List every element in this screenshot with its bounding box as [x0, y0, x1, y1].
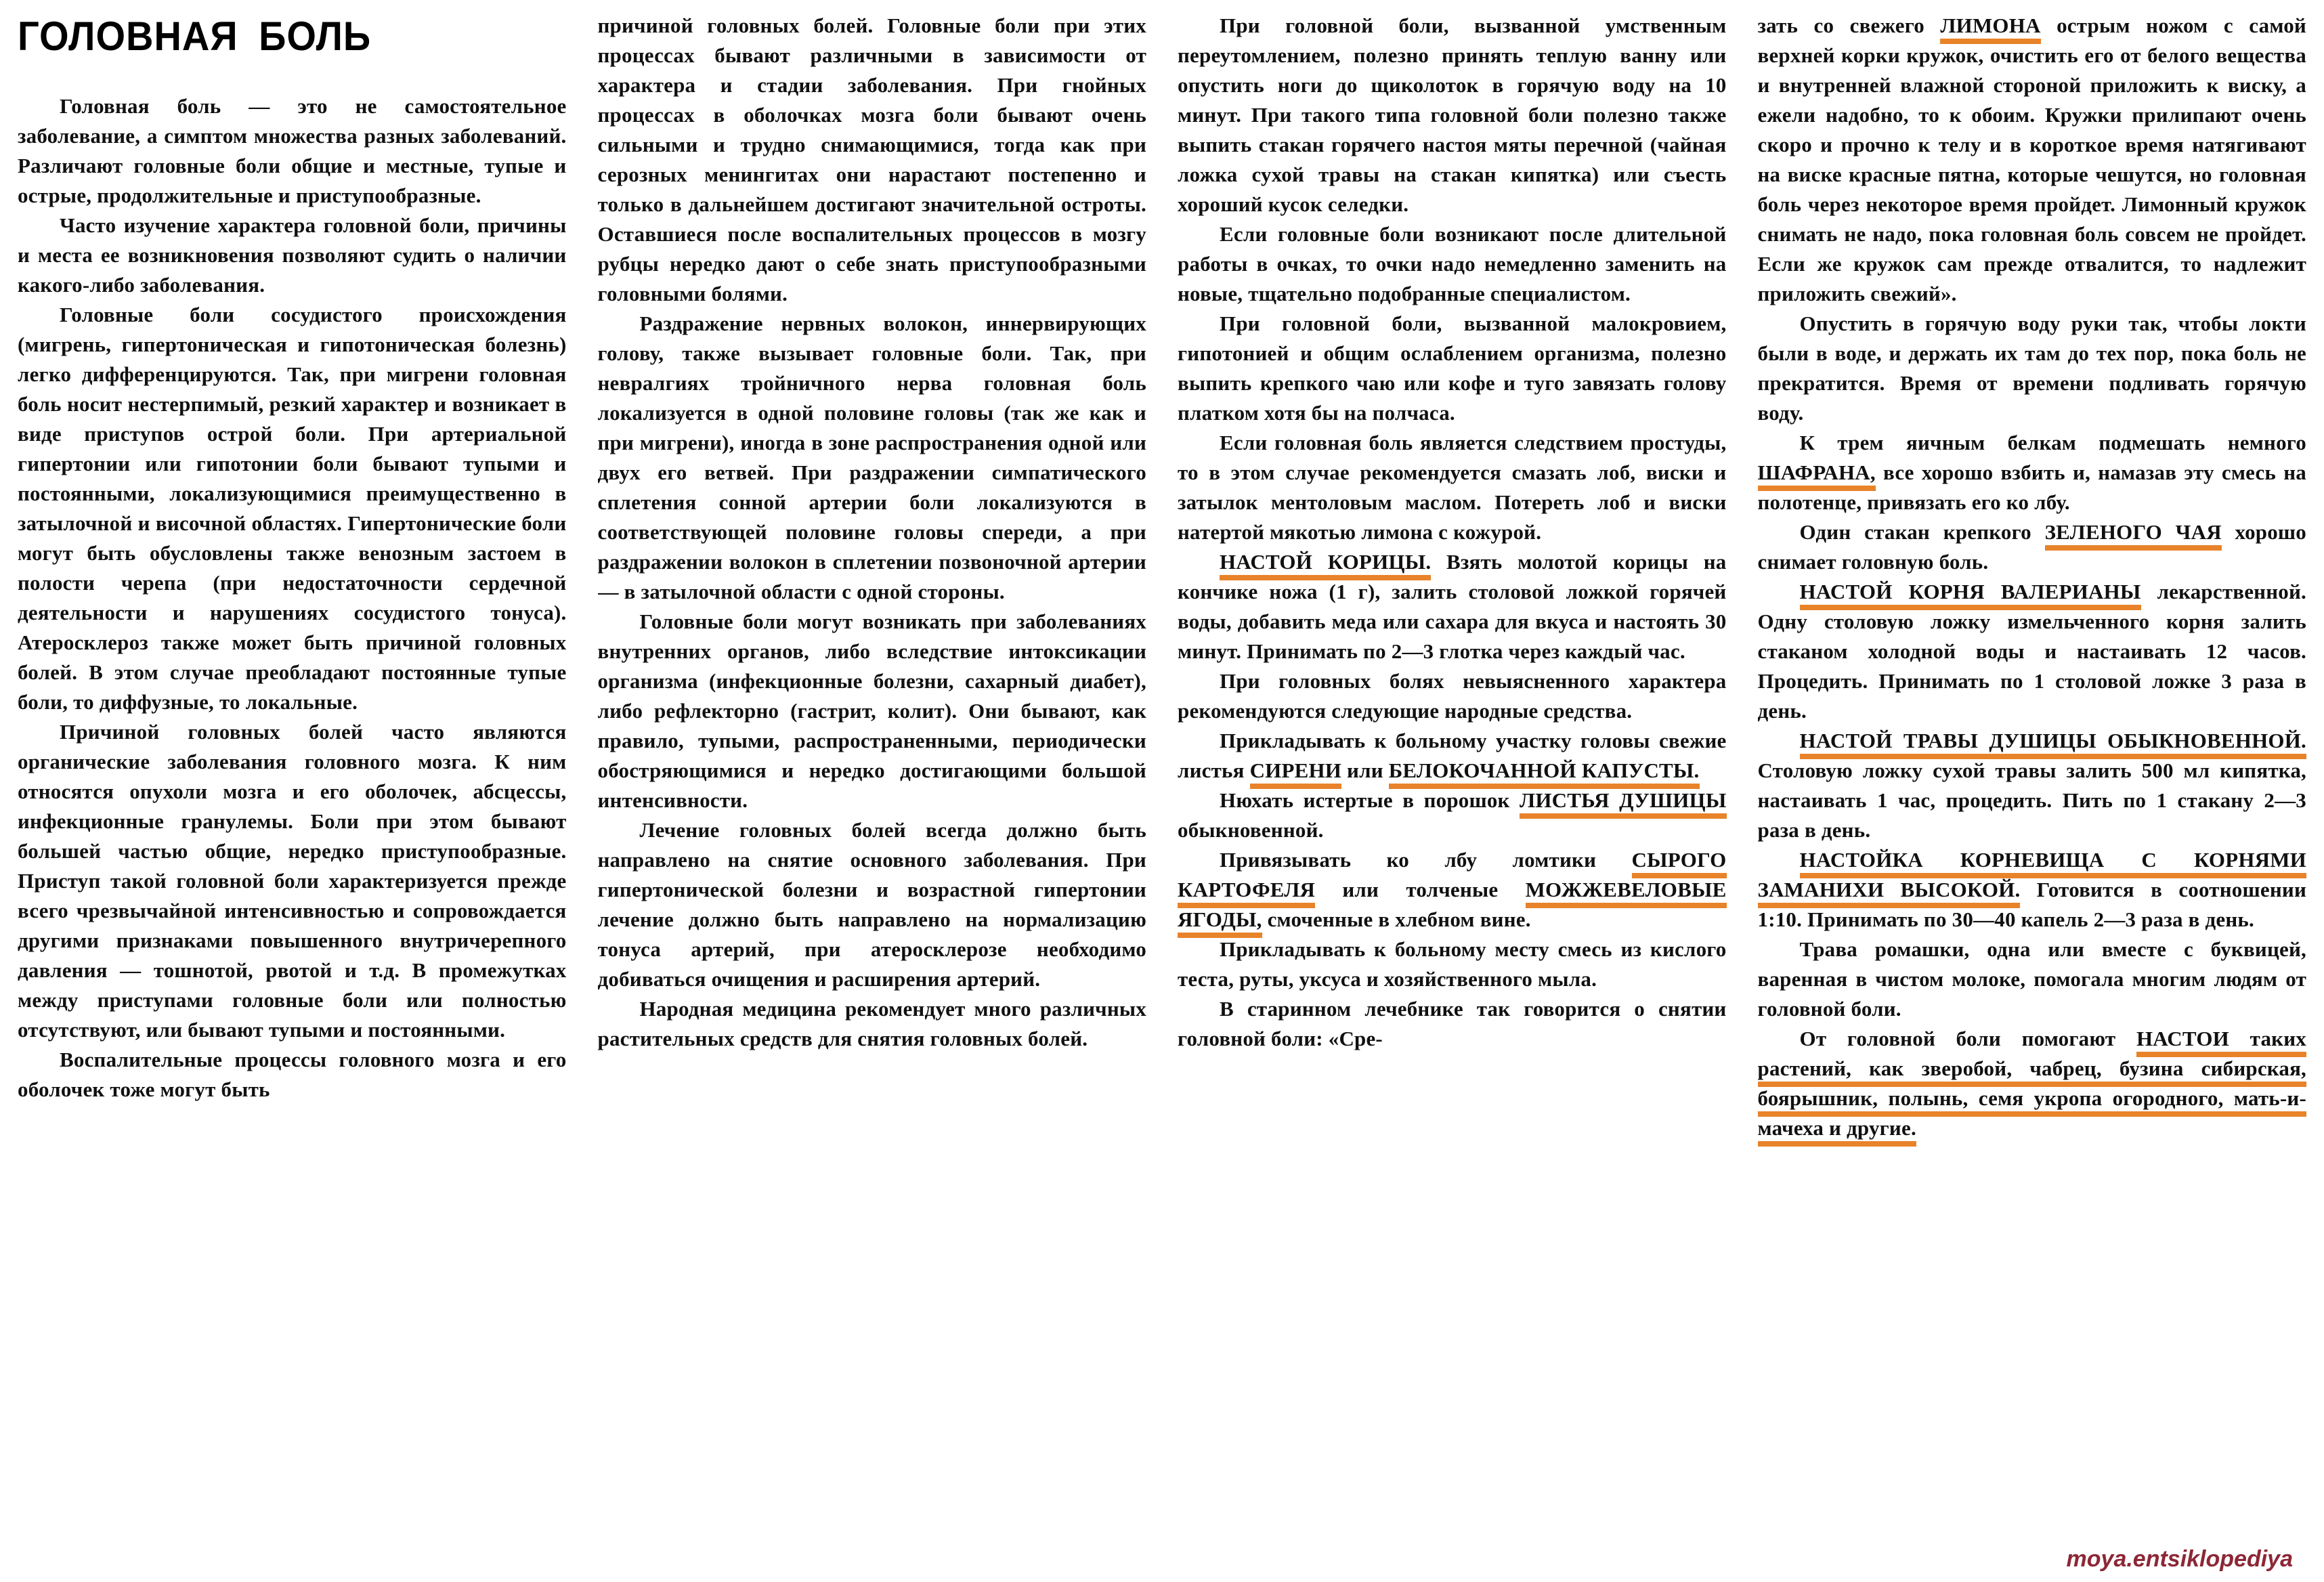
text-run: Лечение головных болей всегда должно быть направлено на снятие основного заболевания. При гипертонической болезни и возрастной гипертонии лечение должно быть направлено на нормализацию тонуса артерий, при атеросклерозе необходимо добиваться очищения и расширения артерий.	[597, 818, 1146, 991]
paragraph	[1178, 11, 1727, 219]
text-run: или толченые	[1315, 878, 1526, 901]
paragraph	[1178, 309, 1727, 428]
paragraph	[1758, 309, 2307, 428]
paragraph	[1178, 547, 1727, 666]
text-run: Прикладывать к больному месту смесь из кислого теста, руты, уксуса и хозяйственного мыла.	[1178, 937, 1727, 991]
paragraph	[598, 607, 1147, 815]
paragraph	[18, 211, 567, 300]
paragraph	[1758, 11, 2307, 309]
text-run: причиной головных болей. Головные боли при этих процессах бывают различными в зависимости от характера и стадии заболевания. При гнойных процессах в оболочках мозга боли бывают очень сильными и трудно снимающимися, тогда как при серозных менингитах они нарастают постепенно и только в дальнейшем достигают значительной остроты. Оставшиеся после воспалительных процессов в мозгу рубцы нередко дают о себе знать приступообразными головными болями.	[597, 14, 1146, 305]
text-run: смоченные в хлебном вине.	[1262, 907, 1531, 931]
text-run: Воспалительные процессы головного мозга и его оболочек тоже могут быть	[18, 1047, 567, 1101]
underlined-term: СИРЕНИ	[1250, 758, 1342, 789]
text-run: Головная боль — это не самостоятельное заболевание, а симптом множества разных заболеваний. Различают головные боли общие и местные, тупые и острые, продолжительные и приступообразные.	[18, 93, 567, 207]
column-4-text	[1758, 11, 2307, 1143]
text-run: хорошо снимает головную боль.	[1757, 520, 2306, 574]
underlined-term: ЛИМОНА	[1940, 14, 2040, 44]
underlined-term: ЛИСТЬЯ ДУШИЦЫ	[1520, 788, 1726, 819]
text-run: Если головная боль является следствием простуды, то в этом случае рекомендуется смазать лоб, виски и затылок ментоловым маслом. Потереть лоб и виски натертой мякотью лимона с кожурой.	[1178, 431, 1727, 544]
paragraph	[1178, 666, 1727, 726]
text-run: или	[1341, 758, 1389, 782]
text-run: все хорошо взбить и, намазав эту смесь на полотенце, привязать его ко лбу.	[1757, 461, 2306, 514]
column-2-text	[598, 11, 1147, 1054]
column-1	[18, 11, 567, 1555]
paragraph	[1178, 994, 1727, 1054]
text-run: Раздражение нервных волокон, иннервирующих голову, также вызывает головные боли. Так, при невралгиях тройничного нерва головная боль локализуется в одной половине головы (так же как и при мигрени), иногда в зоне распространения одной или двух его ветвей. При раздражении симпатического сплетения сонной артерии боли локализуются в соответствующей половине головы спереди, а при раздражении волокон в сплетении позвоночной артерии — в затылочной области с одной стороны.	[597, 312, 1146, 603]
underlined-term: НАСТОЙ КОРИЦЫ.	[1220, 550, 1431, 580]
text-run: От головной боли помогают	[1799, 1027, 2136, 1050]
text-run: Народная медицина рекомендует много различных растительных средств для снятия головных болей.	[597, 997, 1146, 1050]
paragraph	[18, 717, 567, 1045]
text-run: обыкновенной.	[1178, 818, 1324, 842]
text-run: Опустить в горячую воду руки так, чтобы локти были в воде, и держать их там до тех пор, пока боль не прекратится. Время от времени подливать горячую воду.	[1757, 312, 2306, 425]
text-run: Один стакан крепкого	[1799, 520, 2045, 544]
page-title: ГОЛОВНАЯ БОЛЬ	[18, 12, 372, 59]
text-run: Взять молотой корицы на кончике ножа (1 г), залить столовой ложкой горячей воды, добавить меда или сахара для вкуса и настоять 30 минут. Принимать по 2—3 глотка через каждый час.	[1178, 550, 1727, 663]
paragraph	[18, 91, 567, 211]
paragraph	[1758, 517, 2307, 577]
text-run: Головные боли могут возникать при заболеваниях внутренних органов, либо вследствие интоксикации организма (инфекционные болезни, сахарный диабет), либо рефлекторно (гастрит, колит). Они бывают, как правило, тупыми, распространенными, периодически обостряющимися и нередко достигающими большой интенсивности.	[597, 610, 1146, 812]
underlined-term: НАСТОИ таких растений, как зверобой, чабрец, бузина сибирская, боярышник, полынь, семя укропа огородного, мать-и-мачеха и другие.	[1758, 1027, 2307, 1147]
paragraph	[1758, 1024, 2307, 1143]
text-run: Причиной головных болей часто являются органические заболевания головного мозга. К ним относятся опухоли мозга и его оболочек, абсцессы, инфекционные гранулемы. Боли при этом бывают большей частью общие, нередко приступообразные. Приступ такой головной боли характеризуется прежде всего чрезвычайной интенсивностью и сопровождается другими признаками повышенного внутричерепного давления — тошнотой, рвотой и т.д. В промежутках между приступами головные боли или полностью отсутствуют, или бывают тупыми и постоянными.	[18, 719, 567, 1042]
underlined-term: БЕЛОКОЧАННОЙ КАПУСТЫ.	[1389, 758, 1700, 789]
paragraph	[598, 11, 1147, 309]
text-run: Часто изучение характера головной боли, причины и места ее возникновения позволяют судить о наличии какого-либо заболевания.	[18, 213, 567, 297]
paragraph	[18, 300, 567, 717]
underlined-term: НАСТОЙ ТРАВЫ ДУШИЦЫ ОБЫКНОВЕННОЙ.	[1800, 729, 2307, 759]
paragraph	[1178, 219, 1727, 309]
paragraph	[598, 994, 1147, 1054]
text-run: острым ножом с самой верхней корки кружок, очистить его от белого вещества и внутренней влажной стороной приложить к виску, а ежели надобно, то к обоим. Кружки прилипают очень скоро и прочно к телу и в короткое время натягивают на виске красные пятна, которые чешутся, но головная боль через некоторое время пройдет. Лимонный кружок снимать не надо, пока головная боль совсем не пройдет. Если же кружок сам прежде отвалится, то надлежит приложить свежий».	[1757, 14, 2306, 305]
text-run: При головной боли, вызванной малокровием, гипотонией и общим ослаблением организма, полезно выпить крепкого чаю или кофе и туго завязать голову платком хотя бы на полчаса.	[1178, 312, 1727, 425]
column-3-text	[1178, 11, 1727, 1054]
text-run: зать со свежего	[1757, 14, 1941, 37]
paragraph	[1178, 786, 1727, 845]
text-run: Трава ромашки, одна или вместе с буквицей, варенная в чистом молоке, помогала многим людям от головной боли.	[1757, 937, 2306, 1021]
paragraph	[1178, 845, 1727, 935]
column-1-text	[18, 91, 567, 1105]
paragraph	[598, 815, 1147, 994]
text-run: Головные боли сосудистого происхождения (мигрень, гипертоническая и гипотоническая болезнь) легко дифференцируются. Так, при мигрени головная боль носит нестерпимый, резкий характер и возникает в виде приступов острой боли. При артериальной гипертонии или гипотонии боли бывают тупыми и постоянными, локализующимися преимущественно в затылочной и височной областях. Гипертонические боли могут быть обусловлены также венозным застоем в полости черепа (при недостаточности сердечной деятельности и нарушениях сосудистого тонуса). Атеросклероз также может быть причиной головных болей. В этом случае преобладают постоянные тупые боли, то диффузные, то локальные.	[18, 302, 567, 714]
paragraph	[18, 1045, 567, 1105]
text-run: Привязывать ко лбу ломтики	[1220, 848, 1632, 872]
text-run: Столовую ложку сухой травы залить 500 мл кипятка, настаивать 1 час, процедить. Пить по 1 стакану 2—3 раза в день.	[1757, 758, 2306, 842]
paragraph	[1758, 577, 2307, 726]
text-run: При головной боли, вызванной умственным переутомлением, полезно принять теплую ванну или опустить ноги до щиколоток в горячую воду на 10 минут. При такого типа головной боли полезно также выпить стакан горячего настоя мяты перечной (чайная ложка сухой травы на стакан кипятка) или съесть хороший кусок селедки.	[1178, 14, 1727, 216]
text-run: Готовится в соотношении 1:10. Принимать по 30—40 капель 2—3 раза в день.	[1757, 878, 2306, 931]
text-run: В старинном лечебнике так говорится о снятии головной боли: «Сре-	[1178, 997, 1727, 1050]
text-run: Прикладывать к больному участку головы свежие листья	[1178, 729, 1727, 782]
paragraph	[1758, 726, 2307, 845]
paragraph	[1758, 845, 2307, 935]
underlined-term: ШАФРАНА,	[1758, 461, 1876, 491]
underlined-term: ЗЕЛЕНОГО ЧАЯ	[2045, 520, 2222, 551]
watermark: moya.entsiklopediya	[2066, 1546, 2293, 1572]
text-run: Если головные боли возникают после длительной работы в очках, то очки надо немедленно заменить на новые, тщательно подобранные специалистом.	[1178, 222, 1727, 305]
paragraph	[1758, 935, 2307, 1024]
underlined-term: НАСТОЙ КОРНЯ ВАЛЕРИАНЫ	[1800, 580, 2141, 610]
paragraph	[598, 309, 1147, 607]
text-run: При головных болях невыясненного характера рекомендуются следующие народные средства.	[1178, 669, 1727, 723]
column-2	[598, 11, 1147, 1555]
text-run: К трем яичным белкам подмешать немного	[1799, 431, 2306, 454]
paragraph	[1178, 428, 1727, 547]
paragraph	[1178, 935, 1727, 994]
underlined-term: СЫРОГО КАРТОФЕЛЯ	[1178, 848, 1727, 908]
paragraph	[1758, 428, 2307, 517]
text-run: Нюхать истертые в порошок	[1220, 788, 1520, 812]
underlined-term: МОЖЖЕВЕЛОВЫЕ ЯГОДЫ,	[1178, 878, 1727, 938]
column-3	[1178, 11, 1727, 1555]
underlined-term: НАСТОЙКА КОРНЕВИЩА С КОРНЯМИ ЗАМАНИХИ ВЫСОКОЙ.	[1758, 848, 2307, 908]
paragraph	[1178, 726, 1727, 786]
text-run: лекарственной. Одну столовую ложку измельченного корня залить стаканом холодной воды и настаивать 12 часов. Процедить. Принимать по 1 столовой ложке 3 раза в день.	[1757, 580, 2306, 723]
column-4	[1758, 11, 2307, 1555]
